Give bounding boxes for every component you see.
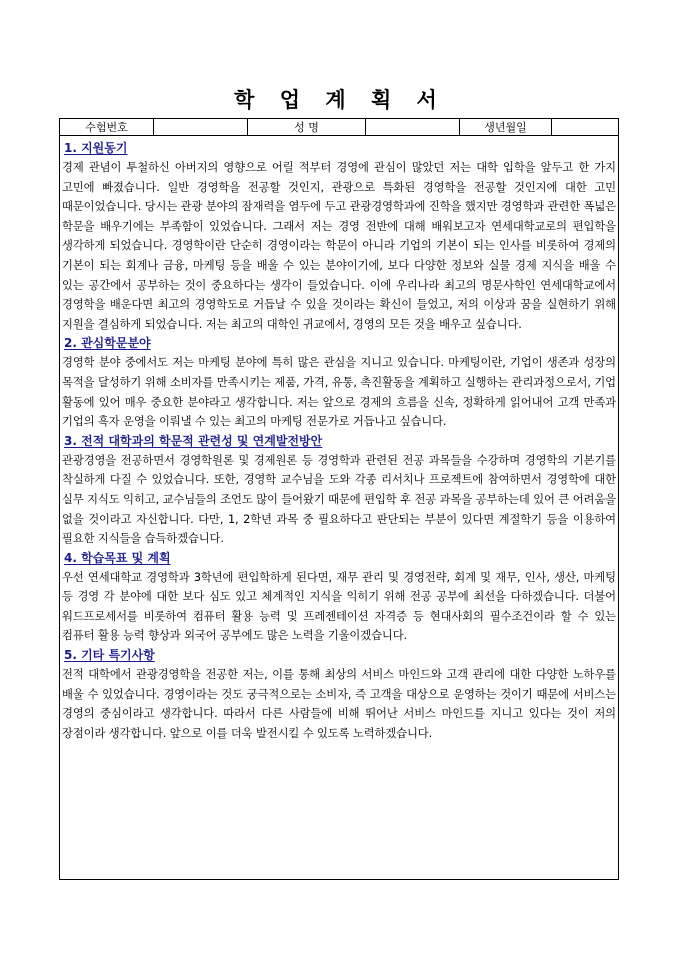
- applicant-info-table: [59, 118, 619, 136]
- section-body-interest-field: 경영학 분야 중에서도 저는 마케팅 분야에 특히 많은 관심을 지니고 있습니다. 마케팅이란, 기업이 생존과 성장의 목적을 달성하기 위해 소비자를 만족시키는 제품, 가격, 유통, 촉진활동을 계획하고 실행하는 관리과정으로서, 기업 활동에 있어 매우 중요한 분야라고 생각합니다. 저는 앞으로 경제의 흐름을 신속, 정확하게 읽어내어 고객 만족과 기업의 흑자 운영을 이뤄낼 수 있는 최고의 마케팅 전문가로 거듭나고 싶습니다.: [62, 356, 616, 429]
- section-body-other-notes: 전적 대학에서 관광경영학을 전공한 저는, 이를 통해 최상의 서비스 마인드와 고객 관리에 대한 다양한 노하우를 배울 수 있었습니다. 경영이라는 것도 궁극적으로는 소비자, 즉 고객을 대상으로 운영하는 것이기 때문에 서비스는 경영의 중심이라고 생각합니다. 따라서 다른 사람들에 비해 뛰어난 서비스 마인드를 지니고 있다는 것이 저의 장점이라 생각합니다. 앞으로 이를 더욱 발전시킬 수 있도록 노력하겠습니다.: [62, 668, 616, 740]
- section-body-motivation: 경제 관념이 투철하신 아버지의 영향으로 어릴 적부터 경영에 관심이 많았던 저는 대학 입학을 앞두고 한 가지 고민에 빠졌습니다. 일반 경영학을 전공할 것인지, 관광으로 특화된 경영학을 전공할 것인지에 대한 고민 때문이었습니다. 당시는 관광 분야의 잠재력을 염두에 두고 관광경영학과에 진학을 했지만 경영학과 관련한 폭넓은 학문을 배우기에는 부족함이 있었습니다. 그래서 저는 경영 전반에 대해 배워보고자 연세대학교로의 편입학을 생각하게 되었습니다. 경영학이란 단순히 경영이라는 학문이 아니라 기업의 기본이 되는 인사를 비롯하여 경제의 기본이 되는 회계나 금융, 마케팅 등을 배울 수 있는 분야이기에, 보다 다양한 정보와 실물 경제 지식을 배울 수 있는 공간에서 공부하는 것이 중요하다는 생각이 들었습니다. 이에 우리나라 최고의 명문사학인 연세대학교에서 경영학을 배운다면 최고의 경영학도로 거듭날 수 있을 것이라는 확신이 들었고, 저의 이상과 꿈을 실현하기 위해 지원을 결심하게 되었습니다. 저는 최고의 대학인 귀교에서, 경영의 모든 것을 배우고 싶습니다.: [62, 161, 616, 331]
- name-label: 성 명: [248, 119, 366, 135]
- section-heading-interest-field: 2. 관심학문분야: [64, 336, 151, 351]
- birthdate-label: 생년월일: [460, 119, 552, 135]
- section-body-study-goals: 우선 연세대학교 경영학과 3학년에 편입학하게 된다면, 재무 관리 및 경영전략, 회계 및 재무, 인사, 생산, 마케팅 등 경영 각 분야에 대한 보다 심도 있고 체계적인 지식을 익히기 위해 전공 공부에 최선을 다하겠습니다. 더불어 워드프로세서를 비롯하여 컴퓨터 활용 능력 및 프레젠테이션 자격증 등 현대사회의 필수조건이라 할 수 있는 컴퓨터 활용 능력 향상과 외국어 공부에도 많은 노력을 기울이겠습니다.: [62, 570, 616, 643]
- name-field[interactable]: [366, 119, 460, 135]
- exam-number-label: 수험번호: [60, 119, 154, 135]
- section-body-academic-relevance: 관광경영을 전공하면서 경영학원론 및 경제원론 등 경영학과 관련된 전공 과목들을 수강하며 경영학의 기본기를 착실하게 다질 수 있었습니다. 또한, 경영학 교수님을 도와 각종 리서치나 프로젝트에 참여하면서 경영학에 대한 실무 지식도 익히고, 교수님들의 조언도 많이 들어왔기 때문에 편입학 후 전공 과목을 공부하는데 있어 큰 어려움을 없을 것이라고 자신합니다. 다만, 1, 2학년 과목 중 필요하다고 판단되는 부분이 있다면 계절학기 등을 이용하여 필요한 지식들을 습득하겠습니다.: [62, 453, 616, 546]
- study-plan-body: [59, 136, 619, 880]
- section-heading-motivation: 1. 지원동기: [64, 141, 128, 155]
- exam-number-field[interactable]: [154, 119, 248, 135]
- page-title: 학 업 계 획 서: [234, 87, 446, 112]
- section-heading-other-notes: 5. 기타 특기사항: [64, 648, 155, 663]
- section-heading-study-goals: 4. 학습목표 및 계획: [64, 550, 171, 565]
- birthdate-field[interactable]: [552, 119, 618, 135]
- section-heading-academic-relevance: 3. 전적 대학과의 학문적 관련성 및 연계발전방안: [64, 433, 323, 448]
